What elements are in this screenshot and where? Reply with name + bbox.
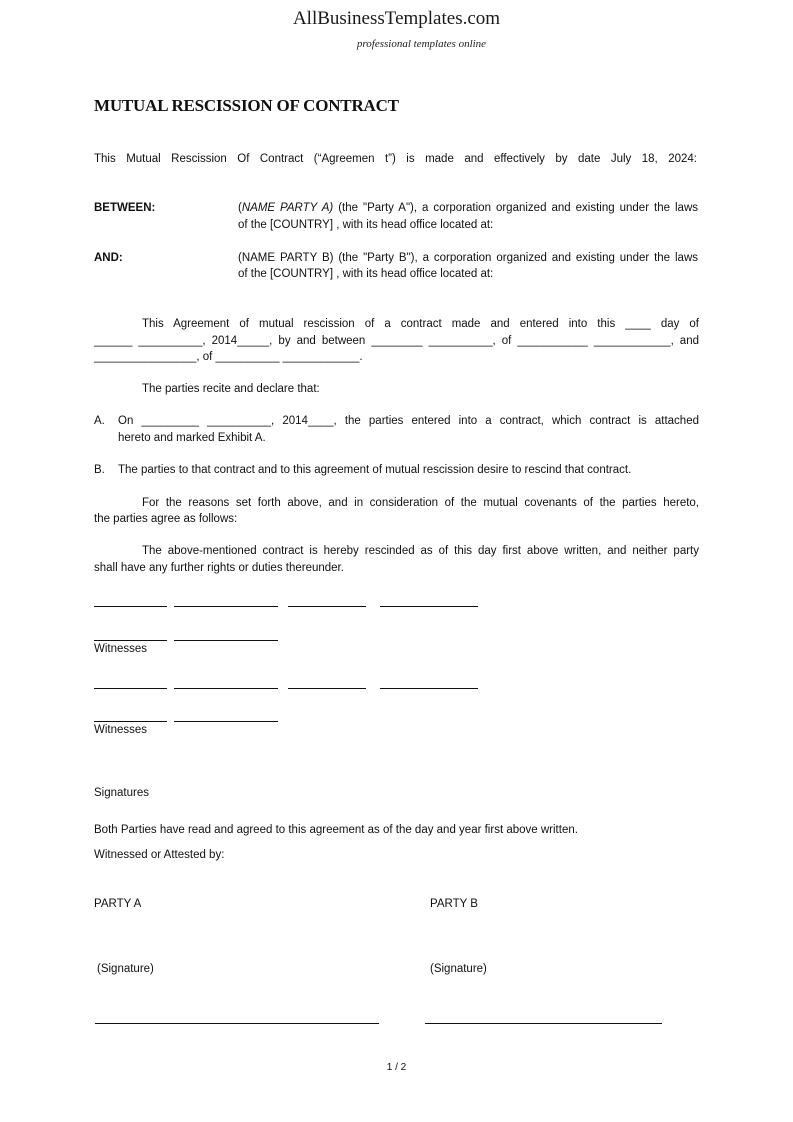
witnesses-label-2: Witnesses [94, 724, 148, 736]
item-a-line-1: On _________ __________, 2014____, the parties entered into a contract, which contract is attached [118, 415, 699, 427]
witness-blank-line[interactable] [380, 688, 478, 689]
party-a-signature-line[interactable] [95, 1023, 379, 1024]
item-b-text: The parties to that contract and to this agreement of mutual rescission desire to rescind that contract. [118, 464, 632, 476]
agreement-line-2: ______ __________, 2014_____, by and between ________ __________, of ___________ ____________, and [94, 335, 699, 347]
party-b-line-1: (NAME PARTY B) (the "Party B"), a corporation organized and existing under the laws [238, 252, 698, 264]
and-label: AND: [94, 252, 123, 264]
party-b-label: PARTY B [430, 898, 478, 910]
witness-blank-line[interactable] [174, 606, 278, 607]
rescinded-line-2: shall have any further rights or duties thereunder. [94, 562, 344, 574]
between-label: BETWEEN: [94, 202, 156, 214]
party-b-line-2: of the [COUNTRY] , with its head office located at: [238, 268, 494, 280]
agreement-line-1: This Agreement of mutual rescission of a contract made and entered into this ____ day of [142, 318, 699, 330]
page-number: 1 / 2 [386, 1062, 407, 1073]
reasons-line-1: For the reasons set forth above, and in consideration of the mutual covenants of the parties hereto, [142, 497, 699, 509]
signatures-heading: Signatures [94, 787, 149, 799]
witness-blank-line[interactable] [94, 640, 167, 641]
witness-blank-line[interactable] [94, 606, 167, 607]
item-a-line-2: hereto and marked Exhibit A. [118, 432, 266, 444]
reasons-line-2: the parties agree as follows: [94, 513, 238, 525]
rescinded-line-1: The above-mentioned contract is hereby rescinded as of this day first above written, and neither party [142, 545, 699, 557]
both-parties-statement: Both Parties have read and agreed to this agreement as of the day and year first above written. [94, 824, 578, 836]
witnesses-label-1: Witnesses [94, 643, 148, 655]
witnessed-by-line: Witnessed or Attested by: [94, 849, 225, 861]
party-a-description: (the "Party A"), a corporation organized and existing under the laws [333, 202, 698, 214]
witness-blank-line[interactable] [94, 721, 167, 722]
intro-paragraph: This Mutual Rescission Of Contract (“Agreemen t”) is made and effectively by date July 18, 2024: [94, 153, 697, 165]
witness-blank-line[interactable] [174, 640, 278, 641]
witness-blank-line[interactable] [288, 606, 366, 607]
document-title: MUTUAL RESCISSION OF CONTRACT [94, 96, 399, 115]
item-b-marker: B. [94, 464, 105, 476]
witness-blank-line[interactable] [174, 721, 278, 722]
witness-blank-line[interactable] [380, 606, 478, 607]
witness-blank-line[interactable] [94, 688, 167, 689]
party-a-line-1: (NAME PARTY A) (the "Party A"), a corporation organized and existing under the laws [238, 202, 698, 214]
brand-tagline: professional templates online [356, 38, 487, 50]
agreement-line-3: ________________, of __________ ____________. [94, 351, 363, 363]
party-a-signature-label: (Signature) [97, 963, 154, 975]
party-b-signature-line[interactable] [425, 1023, 662, 1024]
party-a-name: NAME PARTY A) [241, 202, 334, 214]
recite-line: The parties recite and declare that: [142, 383, 320, 395]
party-a-line-2: of the [COUNTRY] , with its head office located at: [238, 219, 494, 231]
brand-name: AllBusinessTemplates.com [292, 8, 501, 29]
witness-blank-line[interactable] [174, 688, 278, 689]
party-b-signature-label: (Signature) [430, 963, 487, 975]
party-a-label: PARTY A [94, 898, 142, 910]
item-a-marker: A. [94, 415, 105, 427]
witness-blank-line[interactable] [288, 688, 366, 689]
